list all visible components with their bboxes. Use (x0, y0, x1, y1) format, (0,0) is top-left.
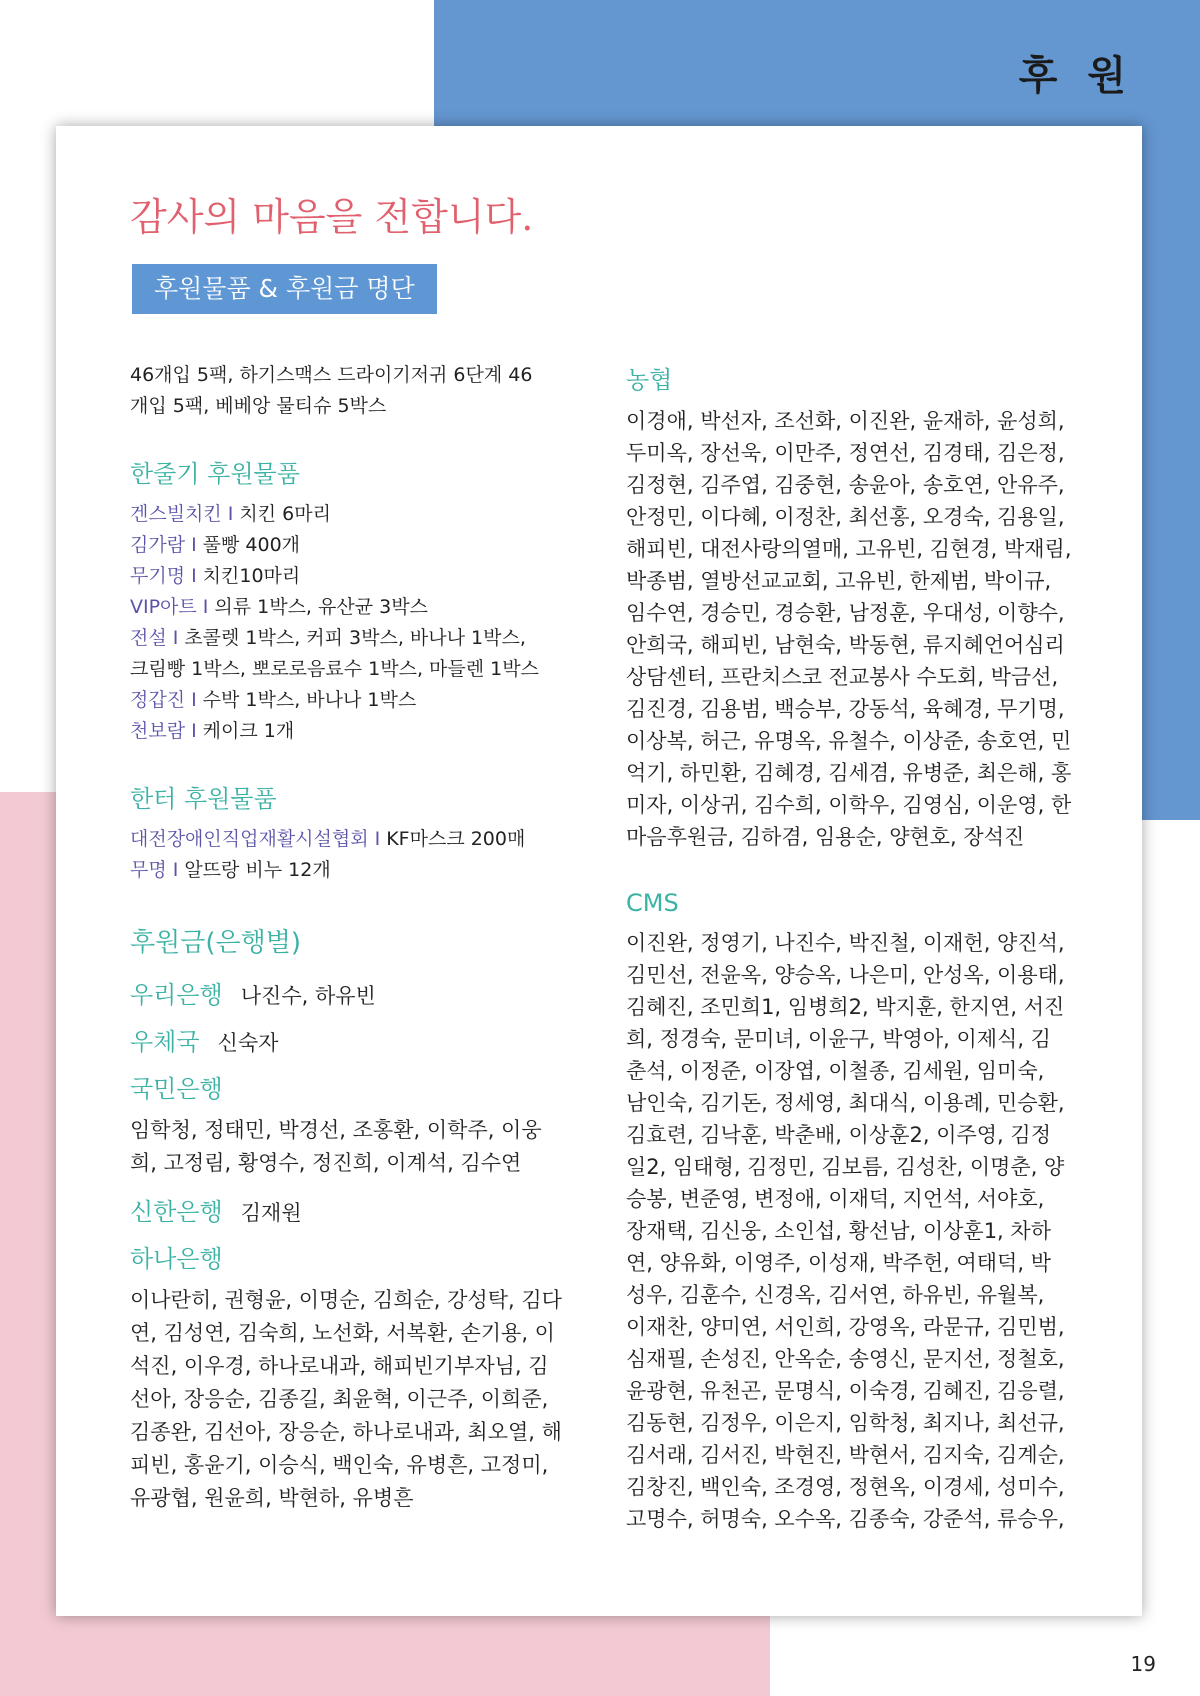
list-item: 대전장애인직업재활시설협회 I KF마스크 200매 (130, 828, 526, 850)
list-item: 천보람 I 케이크 1개 (130, 720, 295, 742)
section-tag: 후 원 (1018, 53, 1134, 99)
bank-donors: 나진수, 하유빈 (240, 984, 376, 1008)
list-item: 무명 I 알뜨랑 비누 12개 (130, 859, 331, 881)
cms-donors: 이진완, 정영기, 나진수, 박진철, 이재헌, 양진석, 김민선, 전윤옥, 양승옥, 나은미, 안성옥, 이용태, 김혜진, 조민희1, 임병희2, 박지훈, 한지연, 서진 희, 정경숙, 문미녀, 이윤구, 박영아, 이제식, 김 춘석, 이정준, 이장엽, 이철종, 김세원, 임미숙, 남인숙, 김기돈, 정세영, 최대식, 이용례, 민승환, 김효련, 김낙훈, 박춘배, 이상훈2, 이주영, 김정 일2, 임태형, 김정민, 김보름, 김성찬, 이명춘, 양 승봉, 변준영, 변정애, 이재덕, 지언석, 서야호, 장재택, 김신웅, 소인섭, 황선남, 이상훈1, 차하 연, 양유화, 이영주, 이성재, 박주헌, 여태덕, 박 성우, 김훈수, 신경옥, 김서연, 하유빈, 유월복, 이재찬, 양미연, 서인희, 강영옥, 라문규, 김민범, 심재필, 손성진, 안옥순, 송영신, 문지선, 정철호, 윤광현, 유천곤, 문명식, 이숙경, 김혜진, 김응렬, 김동현, 김정우, 이은지, 임학청, 최지나, 최선규, 김서래, 김서진, 박현진, 박현서, 김지숙, 김계순, 김창진, 백인숙, 조경영, 정현옥, 이경세, 성미수, 고명수, 허명숙, 오수옥, 김종숙, 강준석, 류승우, (626, 931, 1065, 1531)
list-item: 전설 I 초콜렛 1박스, 커피 3박스, 바나나 1박스, 크림빵 1박스, 뽀로로음료수 1박스, 마들렌 1박스 (130, 627, 539, 680)
bank-name: 우체국 (130, 1028, 200, 1056)
nonghyup-heading: 농협 (626, 366, 673, 394)
nonghyup-donors: 이경애, 박선자, 조선화, 이진완, 윤재하, 윤성희, 두미옥, 장선욱, 이만주, 정연선, 김경태, 김은정, 김정현, 김주엽, 김중현, 송윤아, 송호연, 안유주, 안정민, 이다혜, 이정찬, 최선홍, 오경숙, 김용일, 해피빈, 대전사랑의열매, 고유빈, 김현경, 박재림, 박종범, 열방선교교회, 고유빈, 한제범, 박이규, 임수연, 경승민, 경승환, 남정훈, 우대성, 이향수, 안희국, 해피빈, 남현숙, 박동현, 류지혜언어심리 상담센터, 프란치스코 전교봉사 수도회, 박금선, 김진경, 김용범, 백승부, 강동석, 육혜경, 무기명, 이상복, 허근, 유명옥, 유철수, 이상준, 송호연, 민 억기, 하민환, 김혜경, 김세겸, 유병준, 최은해, 홍 미자, 이상귀, 김수희, 이학우, 김영심, 이운영, 한 마음후원금, 김하겸, 임용순, 양현호, 장석진 (626, 409, 1072, 849)
bank-name: 신한은행 (130, 1198, 223, 1226)
bank-donors: 신숙자 (217, 1031, 279, 1055)
bank-name-hana: 하나은행 (130, 1245, 223, 1273)
funds-heading: 후원금(은행별) (130, 928, 301, 958)
list-item: 정갑진 I 수박 1박스, 바나나 1박스 (130, 689, 417, 711)
bank-donors-hana: 이나란히, 권형윤, 이명순, 김희순, 강성탁, 김다 연, 김성연, 김숙희, 노선화, 서복환, 손기용, 이 석진, 이우경, 하나로내과, 해피빈기부자님, 김 선아, 장응순, 김종길, 최윤혁, 이근주, 이희준, 김종완, 김선아, 장응순, 하나로내과, 최오열, 해 피빈, 홍윤기, 이승식, 백인숙, 유병흔, 고정미, 유광협, 원윤희, 박현하, 유병흔 (130, 1288, 562, 1510)
right-column (626, 360, 1126, 1535)
bank-row-post (130, 1022, 630, 1057)
hanjulgi-heading: 한줄기 후원물품 (130, 460, 300, 488)
bank-donors: 김재원 (240, 1201, 302, 1225)
bank-row-woori (130, 975, 630, 1010)
page-headline: 감사의 마음을 전합니다. (130, 195, 534, 239)
page-number: 19 (1130, 1652, 1156, 1676)
bank-row-shinhan (130, 1192, 630, 1227)
hanjulgi-list (130, 499, 630, 747)
bank-donors-kookmin: 임학청, 정태민, 박경선, 조홍환, 이학주, 이웅 희, 고정림, 황영수, 정진희, 이계석, 김수연 (130, 1118, 542, 1175)
bank-name: 우리은행 (130, 981, 223, 1009)
intro-items: 46개입 5팩, 하기스맥스 드라이기저귀 6단계 46 개입 5팩, 베베앙 물티슈 5박스 (130, 364, 533, 417)
subtitle-banner: 후원물품 & 후원금 명단 (132, 264, 437, 314)
list-item: 김가람 I 풀빵 400개 (130, 534, 301, 556)
list-item: 겐스빌치킨 I 치킨 6마리 (130, 503, 331, 525)
hanter-heading: 한터 후원물품 (130, 785, 277, 813)
left-column (130, 360, 630, 1515)
list-item: VIP아트 I 의류 1박스, 유산균 3박스 (130, 596, 428, 618)
hanter-list (130, 824, 630, 886)
cms-heading: CMS (626, 889, 679, 917)
list-item: 무기명 I 치킨10마리 (130, 565, 301, 587)
content-card (56, 126, 1142, 1616)
bank-name-kookmin: 국민은행 (130, 1075, 223, 1103)
